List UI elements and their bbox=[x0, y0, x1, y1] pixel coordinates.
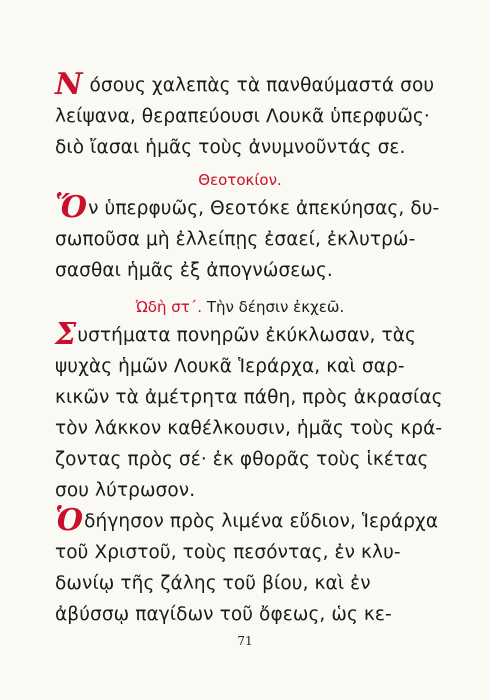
ode-label: Ὠδὴ στ΄. bbox=[135, 298, 203, 316]
troparion-line bbox=[55, 503, 439, 538]
troparion-line: κικῶν τὰ ἀμέτρητα πάθη, πρὸς ἀκρασίας bbox=[55, 387, 443, 408]
page-number: 71 bbox=[237, 634, 253, 648]
troparion-line: ζοντας πρὸς σέ· ἐκ φθορᾶς τοὺς ἱκέτας bbox=[55, 449, 429, 470]
troparion-1 bbox=[55, 67, 435, 163]
troparion-line: διὸ ἴασαι ἡμᾶς τοὺς ἀνυμνοῦντάς σε. bbox=[55, 137, 406, 158]
troparion-line bbox=[55, 317, 425, 352]
troparion-line: σωποῦσα μὴ ἐλλείπῃς ἐσαεί, ἐκλυτρώ- bbox=[55, 229, 416, 250]
troparion-line: σασθαι ἡμᾶς ἐξ ἀπογνώσεως. bbox=[55, 260, 333, 281]
page-body bbox=[55, 67, 443, 630]
theotokion-troparion bbox=[55, 190, 440, 286]
troparion-3 bbox=[55, 317, 443, 506]
hirmos-label: Τὴν δέησιν ἐκχεῶ. bbox=[206, 298, 345, 316]
drop-cap-initial: Ν bbox=[55, 67, 83, 102]
troparion-4 bbox=[55, 503, 439, 630]
troparion-line bbox=[55, 67, 435, 102]
troparion-line-text: ν ὑπερφυῶς, Θεοτόκε ἀπεκύησας, δυ- bbox=[88, 198, 440, 219]
ode-heading bbox=[55, 294, 425, 320]
troparion-line bbox=[55, 190, 440, 225]
troparion-line: λείψανα, θεραπεύουσι Λουκᾶ ὑπερφυῶς· bbox=[55, 106, 430, 127]
drop-cap-initial: Σ bbox=[55, 317, 77, 352]
troparion-line: ἀβύσσῳ παγίδων τοῦ ὄφεως, ὡς κε- bbox=[55, 604, 392, 625]
troparion-line-text: όσους χαλεπὰς τὰ πανθαύμαστά σου bbox=[89, 75, 435, 96]
troparion-line-text: υστήματα πονηρῶν ἐκύκλωσαν, τὰς bbox=[77, 325, 417, 346]
troparion-line: τοῦ Χριστοῦ, τοὺς πεσόντας, ἐν κλυ- bbox=[55, 542, 401, 563]
troparion-line: τὸν λάκκον καθέλκουσιν, ἡμᾶς τοὺς κρά- bbox=[55, 418, 443, 439]
troparion-line: ψυχὰς ἡμῶν Λουκᾶ Ἱεράρχα, καὶ σαρ- bbox=[55, 356, 405, 377]
troparion-line-text: δήγησον πρὸς λιμένα εὔδιον, Ἱεράρχα bbox=[84, 511, 439, 532]
drop-cap-initial: Ὅ bbox=[55, 190, 88, 225]
drop-cap-initial: Ὁ bbox=[55, 503, 84, 538]
theotokion-heading: Θεοτοκίον. bbox=[198, 171, 282, 189]
troparion-line: σου λύτρωσον. bbox=[55, 480, 196, 501]
troparion-line: δωνίῳ τῆς ζάλης τοῦ βίου, καὶ ἐν bbox=[55, 573, 371, 594]
